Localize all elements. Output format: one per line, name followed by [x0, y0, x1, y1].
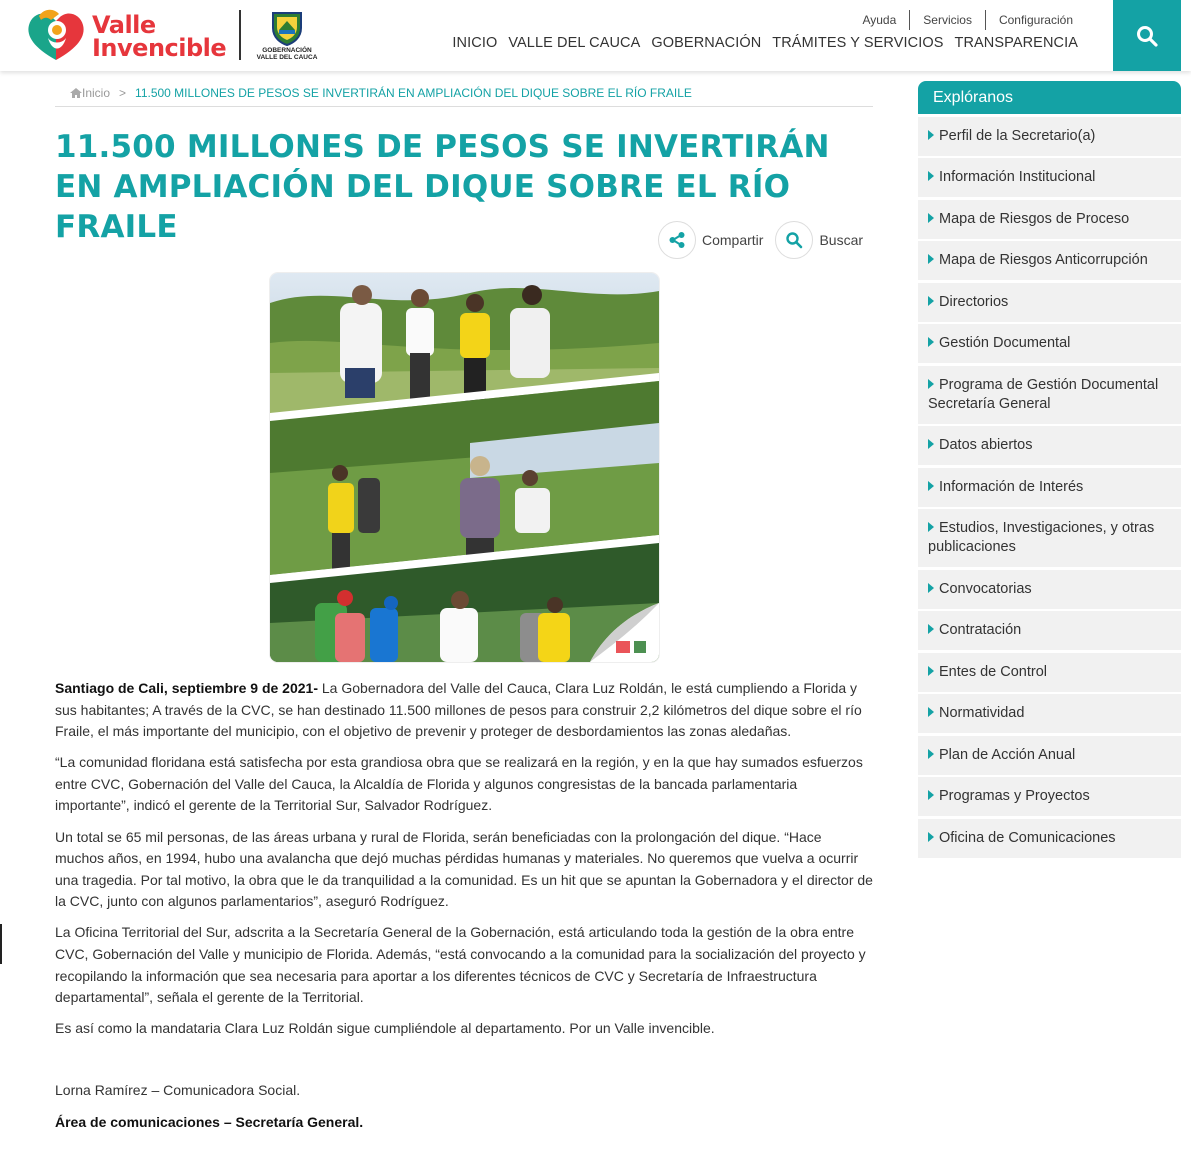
caret-right-icon	[928, 254, 934, 264]
home-icon	[70, 88, 82, 98]
caret-right-icon	[928, 379, 934, 389]
explore-sidebar	[918, 81, 1181, 858]
edge-marker	[0, 924, 2, 964]
article-paragraph-5: Es así como la mandataria Clara Luz Roldán sigue cumpliéndole al departamento. Por un Valle invencible.	[55, 1020, 715, 1037]
caret-right-icon	[928, 790, 934, 800]
search-icon	[1136, 25, 1158, 47]
sidebar-item-informacion-interes[interactable]: Información de Interés	[918, 468, 1181, 507]
gobernacion-logo[interactable]	[256, 10, 318, 62]
sidebar-item-mapa-riesgos-proceso[interactable]: Mapa de Riesgos de Proceso	[918, 200, 1181, 239]
sidebar-title: Explóranos	[918, 81, 1181, 114]
caret-right-icon	[928, 707, 934, 717]
caret-right-icon	[928, 171, 934, 181]
sidebar-item-contratacion[interactable]: Contratación	[918, 611, 1181, 650]
nav-transparencia[interactable]: TRANSPARENCIA	[954, 35, 1078, 51]
search-icon	[785, 231, 803, 249]
share-button[interactable]	[658, 221, 696, 259]
caret-right-icon	[928, 666, 934, 676]
article-search-button[interactable]	[775, 221, 813, 259]
article-body	[55, 678, 873, 1143]
article-paragraph-2: “La comunidad floridana está satisfecha por esta grandiosa obra que se realizará en la región, y en la que hay sumados esfuerzos entre CVC, Gobernación del Valle del Cauca, la Alcaldía de Florida y algunos congresistas de la bancada parlamentaria importante”, indicó el gerente de la Territorial Sur, Salvador Rodríguez.	[55, 754, 863, 814]
header-search-button[interactable]	[1113, 0, 1181, 71]
sidebar-item-perfil[interactable]: Perfil de la Secretario(a)	[918, 117, 1181, 156]
caret-right-icon	[928, 213, 934, 223]
caret-right-icon	[928, 481, 934, 491]
caret-right-icon	[928, 130, 934, 140]
sidebar-item-plan-accion[interactable]: Plan de Acción Anual	[918, 736, 1181, 775]
sidebar-item-gestion-documental[interactable]: Gestión Documental	[918, 324, 1181, 363]
sidebar-item-entes-control[interactable]: Entes de Control	[918, 653, 1181, 692]
article-lead-text: La Gobernadora del Valle del Cauca, Clara Luz Roldán, le está cumpliendo a Florida y sus habitantes; A través de la CVC, se han destinado 11.500 millones de pesos para construir 2,2 kilómetros del dique sobre el río Fraile, el más importante del municipio, con el objetivo de prevenir y proteger de desbordamientos las zonas aledañas.	[55, 680, 862, 740]
article-signature-area: Área de comunicaciones – Secretaría General.	[55, 1113, 364, 1130]
gobernacion-logo-text: GOBERNACIÓN VALLE DEL CAUCA	[256, 47, 318, 61]
article-actions	[658, 221, 863, 259]
valle-invencible-logo[interactable]	[26, 8, 226, 64]
share-label[interactable]: Compartir	[702, 232, 764, 248]
logo-divider	[239, 10, 241, 60]
caret-right-icon	[928, 624, 934, 634]
article-dateline: Santiago de Cali, septiembre 9 de 2021-	[55, 680, 318, 696]
logo-line1: Valle	[92, 11, 156, 39]
sidebar-item-informacion-institucional[interactable]: Información Institucional	[918, 158, 1181, 197]
caret-right-icon	[928, 439, 934, 449]
caret-right-icon	[928, 749, 934, 759]
article-paragraph-3: Un total se 65 mil personas, de las áreas urbana y rural de Florida, serán beneficiadas con la prolongación del dique. “Hace muchos años, en 1994, hubo una avalancha que dejó muchas pérdidas humanas y materiales. No queremos que vuelva a ocurrir una tragedia. Por tal motivo, la obra que le da tranquilidad a la comunidad. Es un hit que se apuntan la Gobernadora y el director de la CVC, junto con algunos parlamentarios”, aseguró Rodríguez.	[55, 828, 873, 910]
breadcrumb-current[interactable]: 11.500 MILLONES DE PESOS SE INVERTIRÁN EN AMPLIACIÓN DEL DIQUE SOBRE EL RÍO FRAILE	[135, 85, 692, 100]
search-label[interactable]: Buscar	[819, 232, 864, 248]
breadcrumb-separator: >	[119, 85, 127, 100]
sidebar-item-convocatorias[interactable]: Convocatorias	[918, 570, 1181, 609]
nav-valle-del-cauca[interactable]: VALLE DEL CAUCA	[508, 35, 641, 51]
sidebar-item-programas-proyectos[interactable]: Programas y Proyectos	[918, 777, 1181, 816]
utility-links	[849, 10, 1073, 30]
sidebar-item-directorios[interactable]: Directorios	[918, 283, 1181, 322]
link-servicios[interactable]: Servicios	[923, 13, 972, 27]
sidebar-item-estudios[interactable]: Estudios, Investigaciones, y otras publicaciones	[918, 509, 1181, 567]
breadcrumb-home[interactable]	[70, 83, 110, 103]
article-paragraph-1	[55, 678, 873, 743]
sidebar-item-programa-gestion-documental[interactable]: Programa de Gestión Documental Secretaría General	[918, 366, 1181, 424]
main-nav	[441, 33, 1078, 53]
caret-right-icon	[928, 337, 934, 347]
nav-tramites-y-servicios[interactable]: TRÁMITES Y SERVICIOS	[772, 35, 944, 51]
link-ayuda[interactable]: Ayuda	[862, 13, 897, 27]
caret-right-icon	[928, 583, 934, 593]
sidebar-item-normatividad[interactable]: Normatividad	[918, 694, 1181, 733]
article-signature: Lorna Ramírez – Comunicadora Social.	[55, 1082, 301, 1099]
coat-of-arms-icon	[267, 10, 307, 46]
nav-gobernacion[interactable]: GOBERNACIÓN	[651, 35, 762, 51]
logo-line2: Invencible	[92, 34, 227, 62]
sidebar-item-oficina-comunicaciones[interactable]: Oficina de Comunicaciones	[918, 819, 1181, 858]
caret-right-icon	[928, 832, 934, 842]
breadcrumb-home-label: Inicio	[82, 85, 111, 100]
caret-right-icon	[928, 296, 934, 306]
heart-logo-icon	[26, 8, 86, 64]
field-visit-photo	[270, 273, 659, 662]
site-header	[0, 0, 1191, 71]
link-configuracion[interactable]: Configuración	[998, 13, 1073, 27]
breadcrumb	[55, 79, 873, 107]
nav-inicio[interactable]: INICIO	[452, 35, 498, 51]
article-photo-collage	[270, 273, 659, 662]
sidebar-item-mapa-riesgos-anticorrupcion[interactable]: Mapa de Riesgos Anticorrupción	[918, 241, 1181, 280]
sidebar-item-datos-abiertos[interactable]: Datos abiertos	[918, 426, 1181, 465]
share-icon	[668, 231, 686, 249]
article-paragraph-4: La Oficina Territorial del Sur, adscrita a la Secretaría General de la Gobernación, está articulando toda la gestión de la obra entre CVC, Gobernación del Valle y municipio de Florida. Además, “está convocando a la comunidad para la socialización del proyecto y recopilando la información que sea necesaria para aportar a los diferentes técnicos de CVC y Secretaría de Infraestructura departamental”, señala el gerente de la Territorial.	[55, 924, 866, 1006]
page-title: 11.500 MILLONES DE PESOS SE INVERTIRÁN EN AMPLIACIÓN DEL DIQUE SOBRE EL RÍO FRAILE	[55, 129, 830, 245]
caret-right-icon	[928, 522, 934, 532]
